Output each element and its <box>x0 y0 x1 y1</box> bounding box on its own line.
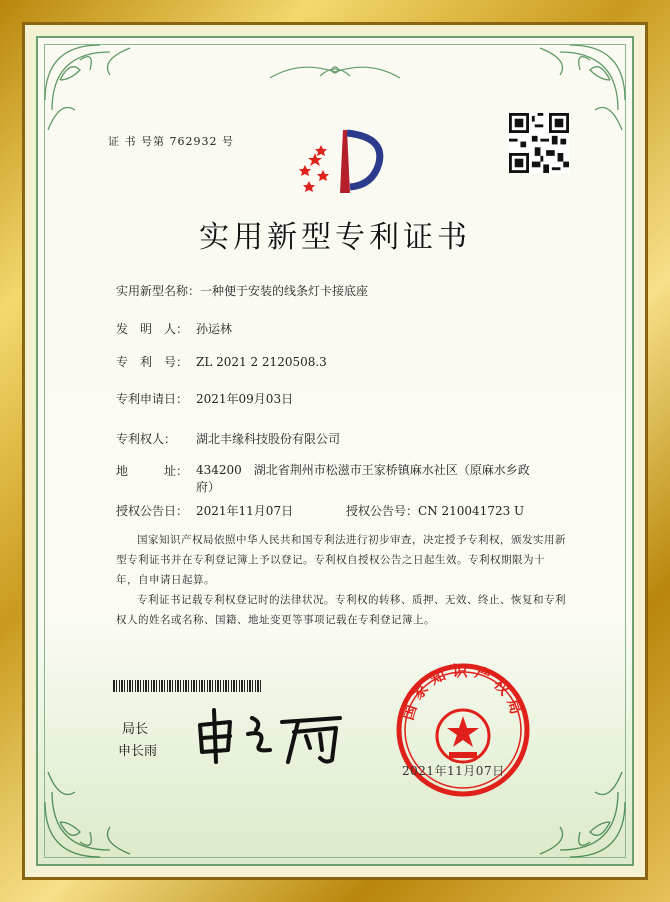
inventor-row <box>116 320 232 337</box>
filing-date-value: 2021年09月03日 <box>196 392 294 406</box>
signatory-title: 局长 <box>122 722 149 737</box>
address-value: 434200 湖北省荆州市松滋市王家桥镇麻水社区（原麻水乡政府） <box>196 463 530 494</box>
statement-paragraph: 国家知识产权局依照中华人民共和国专利法进行初步审查，决定授予专利权，颁发实用新型专利证书并在专利登记簿上予以登记。专利权自授权公告之日起生效。专利权期限为十年，自申请日起算。 <box>116 534 566 586</box>
legal-status-paragraph: 专利证书记载专利权登记时的法律状况。专利权的转移、质押、无效、终止、恢复和专利权人的姓名或名称、国籍、地址变更等事项记载在专利登记簿上。 <box>116 594 566 626</box>
patent-number-value: ZL 2021 2 2120508.3 <box>196 355 327 369</box>
utility-model-name-label: 实用新型名称： <box>116 284 201 298</box>
qr-code-icon <box>509 113 569 173</box>
corner-ornament-icon <box>520 752 630 862</box>
publication-date-row <box>116 502 293 519</box>
corner-ornament-icon <box>40 752 150 862</box>
inventor-label: 发 明 人： <box>116 322 189 336</box>
patent-number-row <box>116 353 327 370</box>
filing-date-label: 专利申请日： <box>116 392 189 406</box>
patentee-value: 湖北丰缘科技股份有限公司 <box>196 432 341 446</box>
svg-text:国家知识产权局 <box>399 662 527 722</box>
utility-model-name-value: 一种便于安装的线条灯卡接底座 <box>200 284 369 298</box>
official-seal-icon <box>393 660 533 800</box>
publication-number-value: CN 210041723 U <box>418 504 525 518</box>
signatory-name: 申长雨 <box>118 744 158 759</box>
address-label: 地 址： <box>116 464 189 478</box>
barcode-icon <box>113 680 263 692</box>
top-ornament-icon <box>270 58 400 84</box>
handwritten-signature-icon <box>190 700 350 770</box>
publication-date-value: 2021年11月07日 <box>196 504 294 518</box>
inventor-value: 孙运林 <box>196 322 233 336</box>
utility-model-name-row <box>116 282 368 299</box>
patentee-label: 专利权人： <box>116 432 177 446</box>
seal-ring-text: 国家知识产权局 <box>398 662 528 723</box>
certificate-title: 实用新型专利证书 <box>199 220 471 255</box>
patent-number-label: 专 利 号： <box>116 355 189 369</box>
seal-date: 2021年11月07日 <box>402 764 505 778</box>
cnipa-logo-icon <box>295 125 385 200</box>
publication-number-row <box>346 502 524 519</box>
publication-number-label: 授权公告号： <box>346 504 419 518</box>
patentee-row <box>116 430 340 447</box>
certificate-number: 证 书 号第 762932 号 <box>108 135 234 148</box>
address-row <box>116 462 196 479</box>
publication-date-label: 授权公告日： <box>116 504 189 518</box>
filing-date-row <box>116 390 293 407</box>
